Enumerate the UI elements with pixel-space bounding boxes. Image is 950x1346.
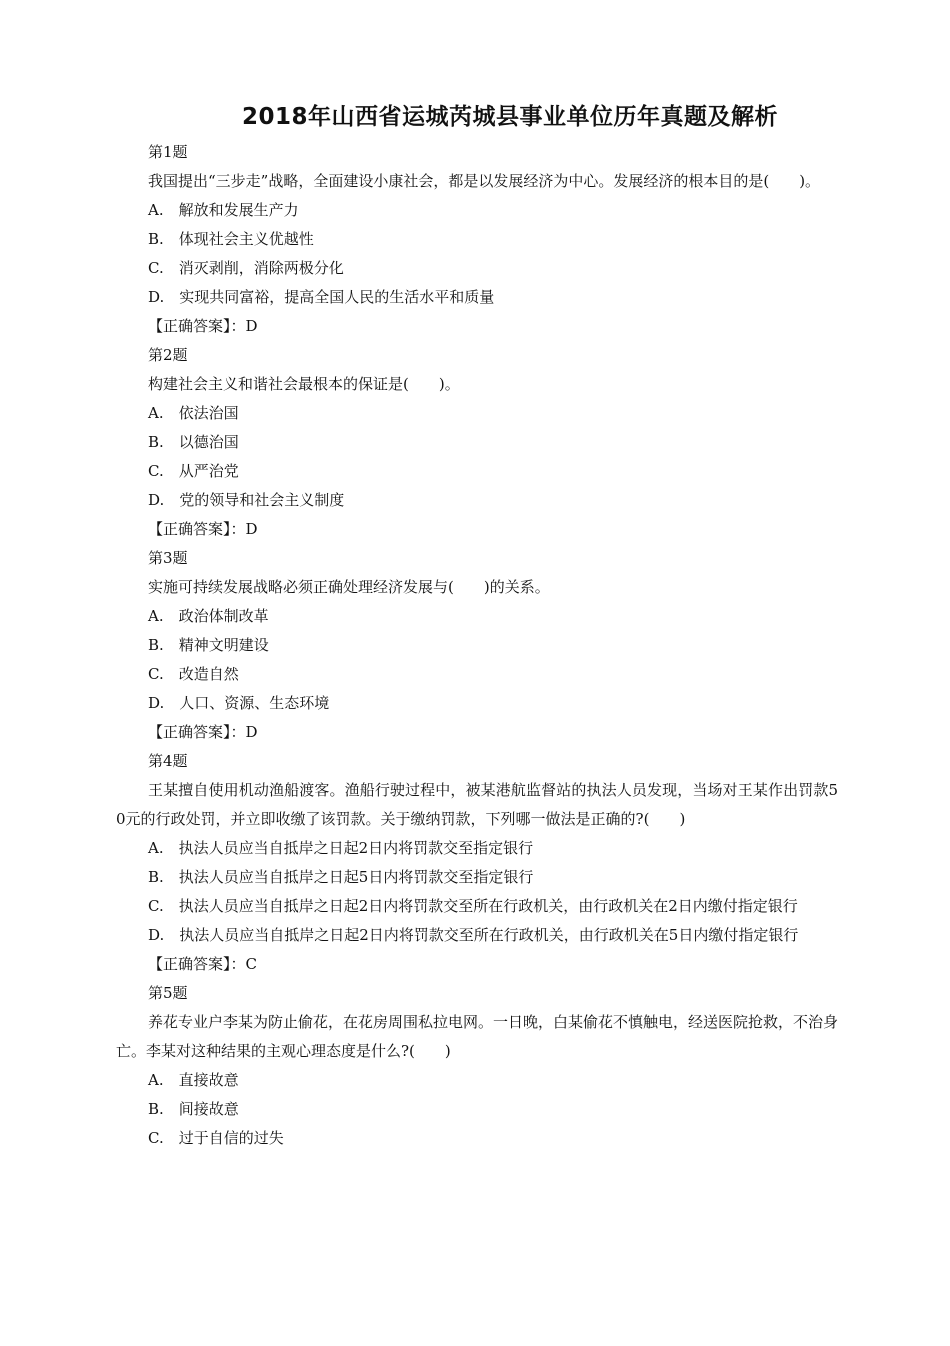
question-option: C. 从严治党 — [148, 462, 239, 480]
question-option: C. 过于自信的过失 — [148, 1129, 284, 1147]
question-stem: 构建社会主义和谐社会最根本的保证是( )。 — [148, 375, 460, 393]
question-option: D. 党的领导和社会主义制度 — [148, 491, 345, 509]
question-option: D. 实现共同富裕，提高全国人民的生活水平和质量 — [148, 288, 495, 306]
question-option: B. 执法人员应当自抵岸之日起5日内将罚款交至指定银行 — [148, 868, 534, 886]
question-answer: 【正确答案】：D — [148, 723, 258, 741]
question-option: B. 精神文明建设 — [148, 636, 269, 654]
question-number: 第4题 — [148, 752, 188, 770]
question-option: A. 依法治国 — [148, 404, 239, 422]
question-option: B. 体现社会主义优越性 — [148, 230, 314, 248]
document-body — [116, 138, 838, 1153]
question-option: B. 以德治国 — [148, 433, 239, 451]
document-title: 2018年山西省运城芮城县事业单位历年真题及解析 — [241, 104, 778, 130]
question-block — [116, 138, 838, 341]
question-stem: 实施可持续发展战略必须正确处理经济发展与( )的关系。 — [148, 578, 550, 596]
question-block — [116, 747, 838, 979]
question-answer: 【正确答案】：D — [148, 317, 258, 335]
question-number: 第2题 — [148, 346, 188, 364]
question-option: A. 执法人员应当自抵岸之日起2日内将罚款交至指定银行 — [148, 839, 534, 857]
question-option: A. 政治体制改革 — [148, 607, 269, 625]
question-stem: 王某擅自使用机动渔船渡客。渔船行驶过程中，被某港航监督站的执法人员发现，当场对王某作出罚款50元的行政处罚，并立即收缴了该罚款。关于缴纳罚款，下列哪一做法是正确的?( ) — [116, 781, 838, 828]
question-block — [116, 544, 838, 747]
question-block — [116, 979, 838, 1153]
question-option: C. 执法人员应当自抵岸之日起2日内将罚款交至所在行政机关，由行政机关在2日内缴付指定银行 — [148, 897, 798, 915]
question-option: D. 人口、资源、生态环境 — [148, 694, 330, 712]
question-option: C. 改造自然 — [148, 665, 239, 683]
question-option: B. 间接故意 — [148, 1100, 239, 1118]
question-block — [116, 341, 838, 544]
question-option: D. 执法人员应当自抵岸之日起2日内将罚款交至所在行政机关，由行政机关在5日内缴付指定银行 — [148, 926, 799, 944]
question-answer: 【正确答案】：C — [148, 955, 257, 973]
question-number: 第3题 — [148, 549, 188, 567]
question-stem: 我国提出“三步走”战略，全面建设小康社会，都是以发展经济为中心。发展经济的根本目的是( )。 — [148, 172, 821, 190]
question-number: 第5题 — [148, 984, 188, 1002]
question-option: A. 解放和发展生产力 — [148, 201, 299, 219]
question-number: 第1题 — [148, 143, 188, 161]
question-stem: 养花专业户李某为防止偷花，在花房周围私拉电网。一日晚，白某偷花不慎触电，经送医院抢救，不治身亡。李某对这种结果的主观心理态度是什么?( ) — [116, 1013, 839, 1060]
question-option: A. 直接故意 — [148, 1071, 239, 1089]
question-answer: 【正确答案】：D — [148, 520, 258, 538]
question-option: C. 消灭剥削，消除两极分化 — [148, 259, 344, 277]
